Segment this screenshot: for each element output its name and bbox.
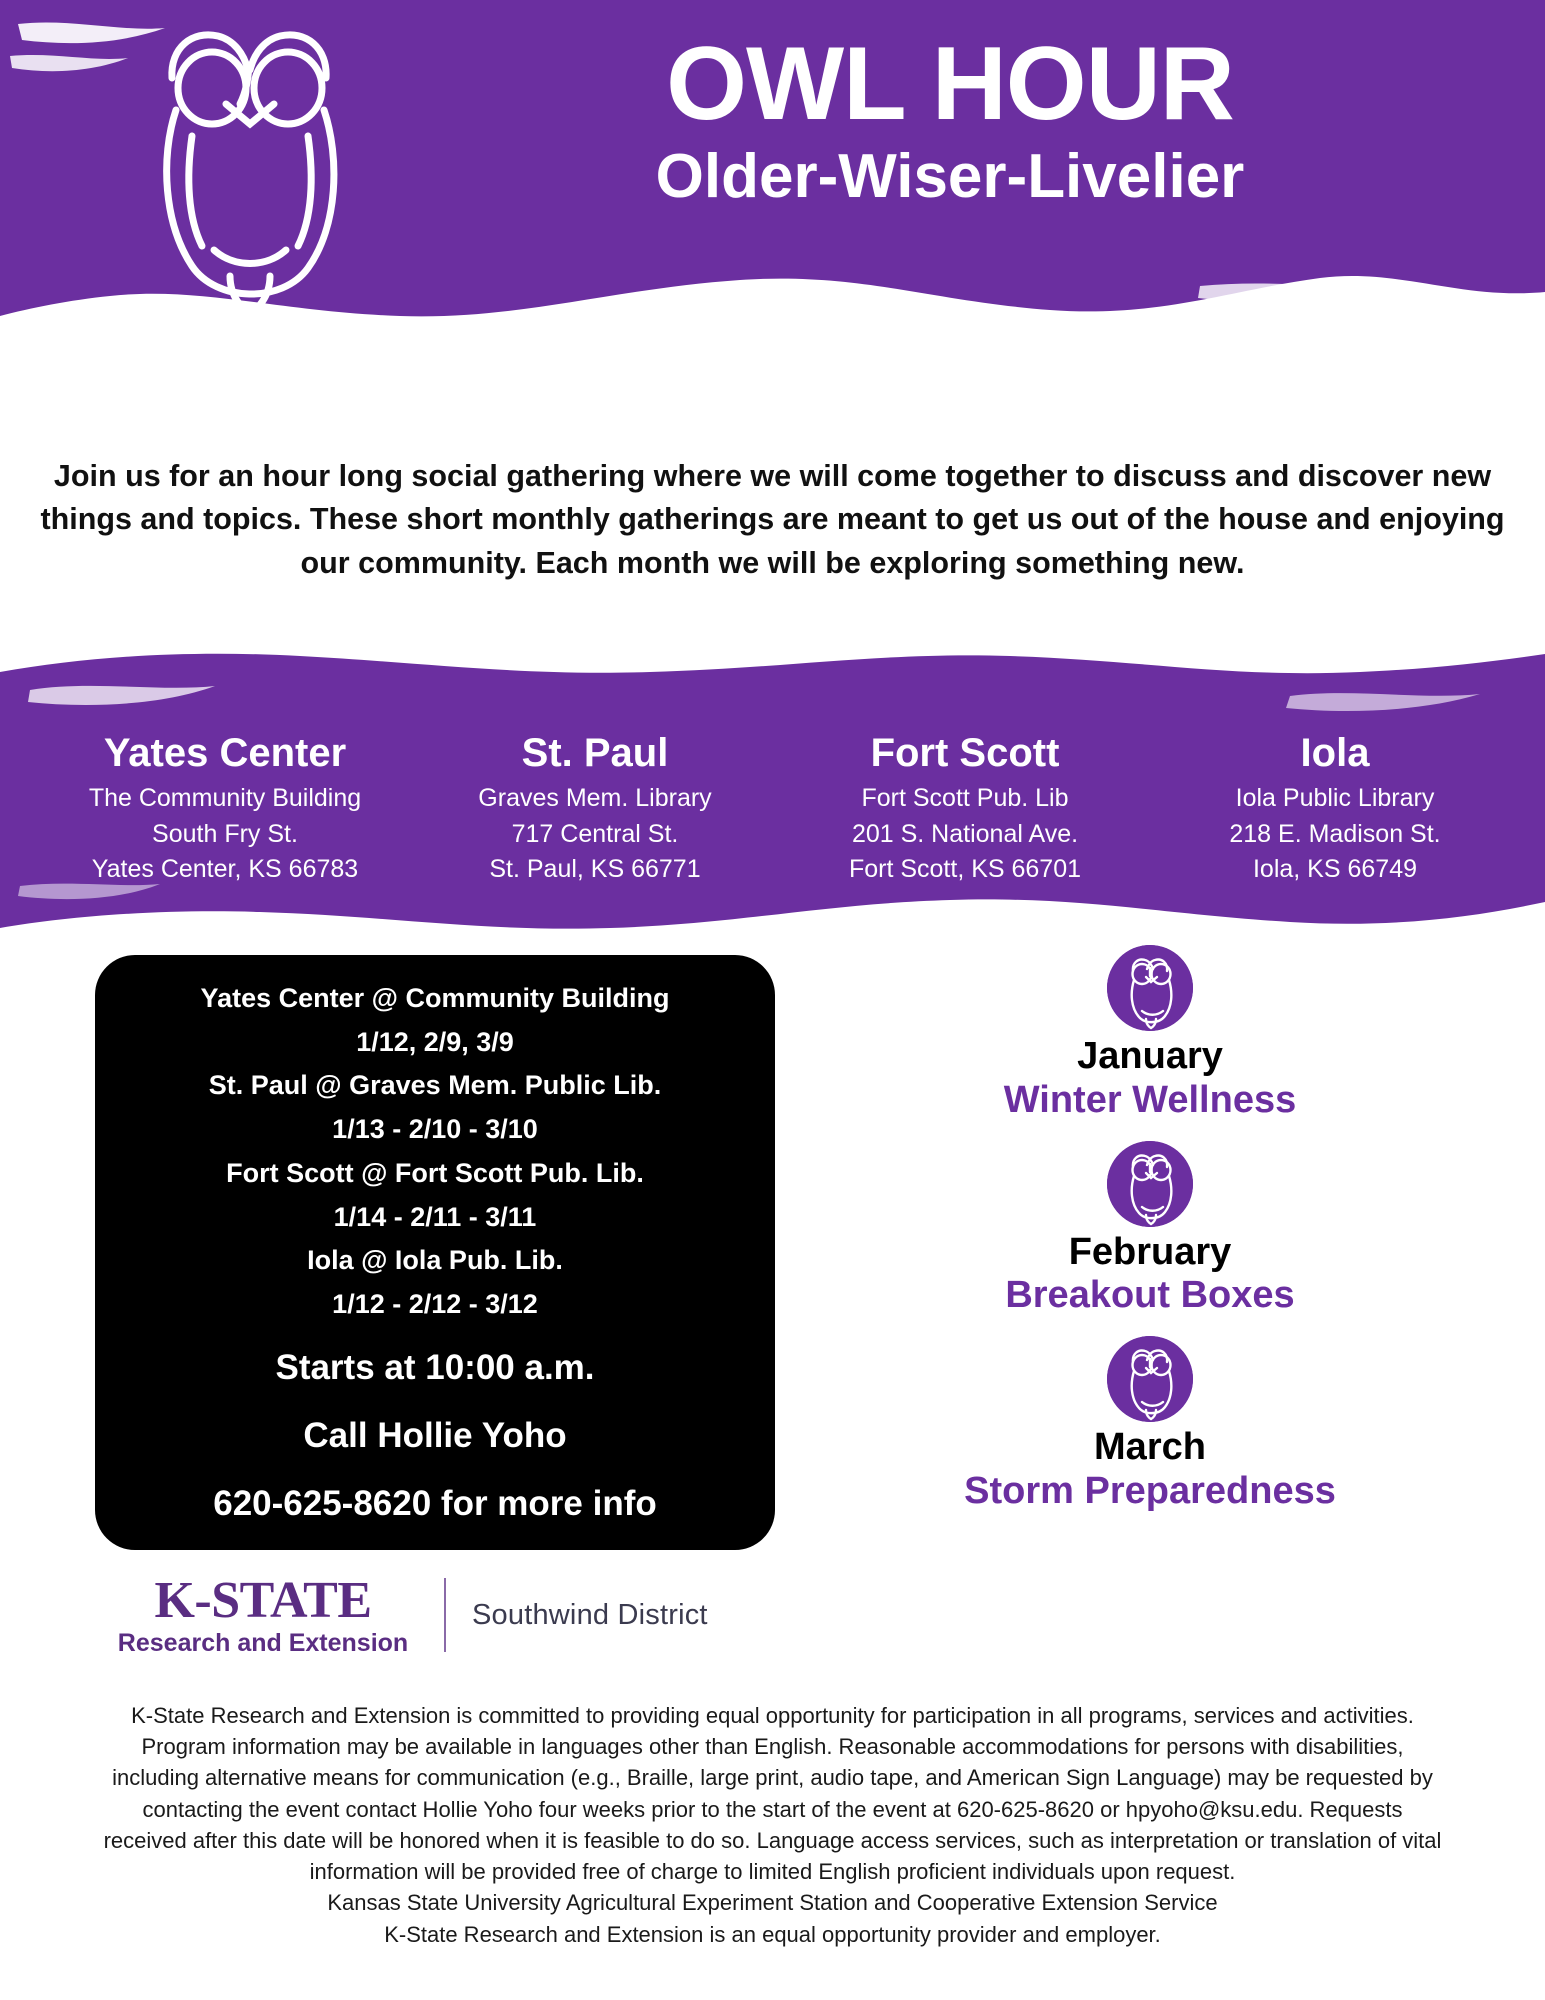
- location-card-st-paul: [430, 732, 760, 888]
- location-citystate: St. Paul, KS 66771: [489, 855, 701, 884]
- footer-line: including alternative means for communication (e.g., Braille, large print, audio tape, and American Sign Language) may be requested by: [112, 1765, 1433, 1791]
- owl-circle-icon: [1107, 1336, 1193, 1422]
- location-card-iola: [1170, 732, 1500, 888]
- district-name: Southwind District: [472, 1598, 708, 1631]
- schedule-start-time: Starts at 10:00 a.m.: [275, 1347, 595, 1387]
- owl-circle-icon: [1107, 945, 1193, 1031]
- schedule-line: 1/14 - 2/11 - 3/11: [333, 1201, 537, 1232]
- locations-band: [0, 650, 1545, 955]
- locations-row: [60, 732, 1500, 888]
- logo-divider: [444, 1578, 446, 1652]
- footer-line: K-State Research and Extension is committed to providing equal opportunity for participation in all programs, services and activities.: [131, 1703, 1414, 1728]
- location-name: Yates Center: [103, 731, 347, 775]
- schedule-line: 1/12 - 2/12 - 3/12: [332, 1289, 538, 1320]
- kstate-brand: K-STATE: [154, 1571, 372, 1629]
- footer-line: K-State Research and Extension is an equal opportunity provider and employer.: [384, 1921, 1161, 1947]
- location-citystate: Yates Center, KS 66783: [91, 855, 359, 884]
- month-topic: Breakout Boxes: [1005, 1274, 1295, 1317]
- schedule-line: 1/12, 2/9, 3/9: [356, 1026, 514, 1057]
- schedule-contact-name: Call Hollie Yoho: [303, 1416, 567, 1456]
- location-venue: The Community Building: [88, 784, 362, 813]
- month-block-january: [800, 945, 1500, 1123]
- kstate-tagline: Research and Extension: [117, 1628, 409, 1657]
- schedule-box: [95, 955, 775, 1550]
- location-street: 218 E. Madison St.: [1229, 819, 1441, 848]
- kstate-wordmark: [108, 1571, 418, 1657]
- intro-paragraph: Join us for an hour long social gathering where we will come together to discuss and discover new things and topics. These short monthly gatherings are meant to get us out of the house and enjoying our community. Each month we will be exploring something new.: [40, 459, 1505, 580]
- footer-line: Kansas State University Agricultural Experiment Station and Cooperative Extension Service: [327, 1890, 1218, 1916]
- page-title: OWL HOUR: [666, 26, 1234, 142]
- month-name: March: [1094, 1426, 1206, 1469]
- location-street: 717 Central St.: [511, 819, 679, 848]
- location-venue: Fort Scott Pub. Lib: [861, 784, 1069, 813]
- location-name: St. Paul: [521, 731, 669, 775]
- month-block-march: [800, 1336, 1500, 1514]
- month-name: February: [1068, 1230, 1232, 1273]
- schedule-line: Yates Center @ Community Building: [200, 983, 670, 1013]
- month-topic: Winter Wellness: [1003, 1078, 1297, 1121]
- footer-line: information will be provided free of charge to limited English proficient individuals upon request.: [309, 1859, 1236, 1885]
- owl-outline-icon: [130, 18, 370, 328]
- owl-circle-icon: [1107, 1141, 1193, 1227]
- page-subtitle: Older-Wiser-Livelier: [655, 142, 1245, 212]
- location-name: Iola: [1300, 731, 1370, 775]
- kstate-logo: [108, 1570, 748, 1660]
- location-street: South Fry St.: [152, 819, 298, 848]
- month-topic: Storm Preparedness: [964, 1470, 1336, 1513]
- header-text-block: [400, 26, 1500, 212]
- footer-disclaimer: [60, 1700, 1485, 1950]
- location-name: Fort Scott: [870, 731, 1060, 775]
- location-citystate: Iola, KS 66749: [1252, 855, 1417, 884]
- month-name: January: [1077, 1035, 1223, 1077]
- location-venue: Iola Public Library: [1235, 784, 1435, 813]
- monthly-topics: [800, 945, 1500, 1532]
- schedule-contact-phone: 620-625-8620 for more info: [213, 1484, 657, 1524]
- month-block-february: [800, 1141, 1500, 1319]
- footer-line: received after this date will be honored when it is feasible to do so. Language access services, such as interpretation or translation of vital: [103, 1827, 1442, 1853]
- location-card-yates-center: [60, 732, 390, 888]
- schedule-line: Fort Scott @ Fort Scott Pub. Lib.: [226, 1157, 644, 1188]
- header-banner: [0, 0, 1545, 345]
- schedule-line: St. Paul @ Graves Mem. Public Lib.: [208, 1070, 662, 1101]
- footer-line: contacting the event contact Hollie Yoho four weeks prior to the start of the event at 620-625-8620 or hpyoho@ksu.edu. Requests: [142, 1796, 1403, 1822]
- location-street: 201 S. National Ave.: [851, 819, 1079, 848]
- location-card-fort-scott: [800, 732, 1130, 888]
- location-citystate: Fort Scott, KS 66701: [848, 855, 1082, 884]
- schedule-line: 1/13 - 2/10 - 3/10: [332, 1114, 538, 1145]
- schedule-line: Iola @ Iola Pub. Lib.: [307, 1245, 563, 1276]
- location-venue: Graves Mem. Library: [478, 784, 712, 813]
- footer-line: Program information may be available in languages other than English. Reasonable accommodations for persons with disabilities,: [141, 1734, 1404, 1760]
